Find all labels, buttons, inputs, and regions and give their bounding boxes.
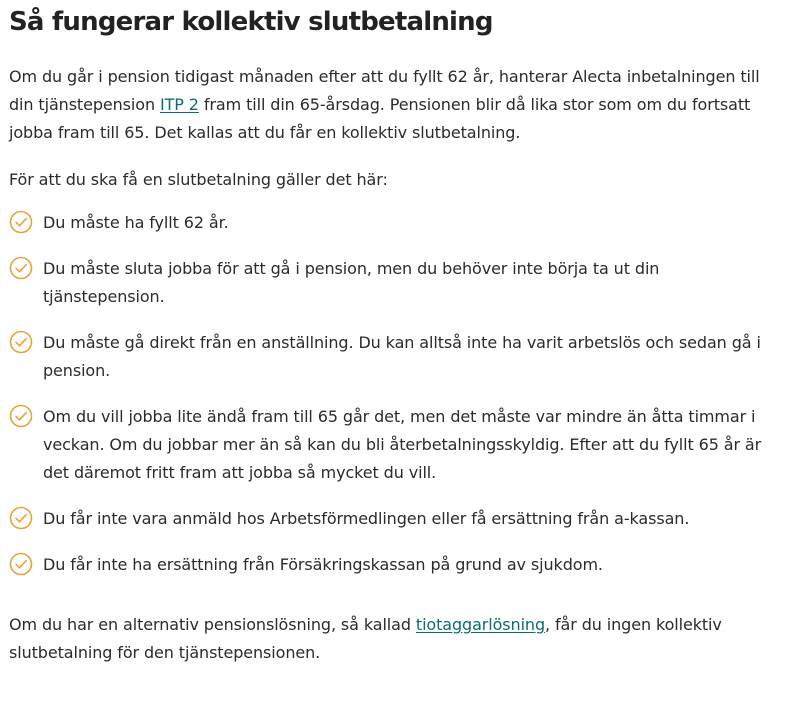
check-circle-icon: [9, 404, 33, 428]
intro-text-end: fram till din 65-årsdag. Pensionen blir då lika stor som om du fortsatt jobba fram till 65. Det kallas att du får en kollektiv slutbetalning.: [9, 95, 751, 142]
list-item-text: Du måste ha fyllt 62 år.: [43, 213, 229, 232]
conditions-list: [9, 209, 779, 579]
conditions-lead: För att du ska få en slutbetalning gäller det här:: [9, 170, 388, 189]
outro-paragraph: [9, 611, 779, 667]
list-item-text: Du måste sluta jobba för att gå i pension, men du behöver inte börja ta ut din tjänstepension.: [43, 259, 660, 306]
check-circle-icon: [9, 256, 33, 280]
check-circle-icon: [9, 210, 33, 234]
intro-paragraph: [9, 63, 769, 147]
check-circle-icon: [9, 552, 33, 576]
intro-text-start: Om du går i pension tidigast månaden efter att du fyllt 62 år, hanterar Alecta inbetalningen till din tjänstepension: [9, 67, 760, 114]
list-item-text: Du får inte ha ersättning från Försäkringskassan på grund av sjukdom.: [43, 555, 603, 574]
outro-text-end: , får du ingen kollektiv slutbetalning för den tjänstepensionen.: [9, 615, 722, 662]
list-item: [9, 551, 779, 579]
list-item-text: Du får inte vara anmäld hos Arbetsförmedlingen eller få ersättning från a-kassan.: [43, 509, 690, 528]
outro-text-start: Om du har en alternativ pensionslösning, så kallad: [9, 615, 416, 634]
list-item: [9, 255, 779, 311]
tiotaggarlosning-link[interactable]: tiotaggarlösning: [415, 615, 546, 634]
check-circle-icon: [9, 330, 33, 354]
list-item: [9, 209, 779, 237]
list-item: [9, 403, 779, 487]
page-title: Så fungerar kollektiv slutbetalning: [9, 7, 493, 37]
list-item: [9, 329, 779, 385]
check-circle-icon: [9, 506, 33, 530]
list-item: [9, 505, 779, 533]
list-item-text: Du måste gå direkt från en anställning. Du kan alltså inte ha varit arbetslös och sedan gå i pension.: [43, 333, 761, 380]
list-item-text: Om du vill jobba lite ändå fram till 65 går det, men det måste var mindre än åtta timmar i veckan. Om du jobbar mer än så kan du bli återbetalningsskyldig. Efter att du fyllt 65 år är det däremot fritt fram att jobba så mycket du vill.: [43, 407, 762, 482]
itp2-link[interactable]: ITP 2: [159, 95, 199, 114]
